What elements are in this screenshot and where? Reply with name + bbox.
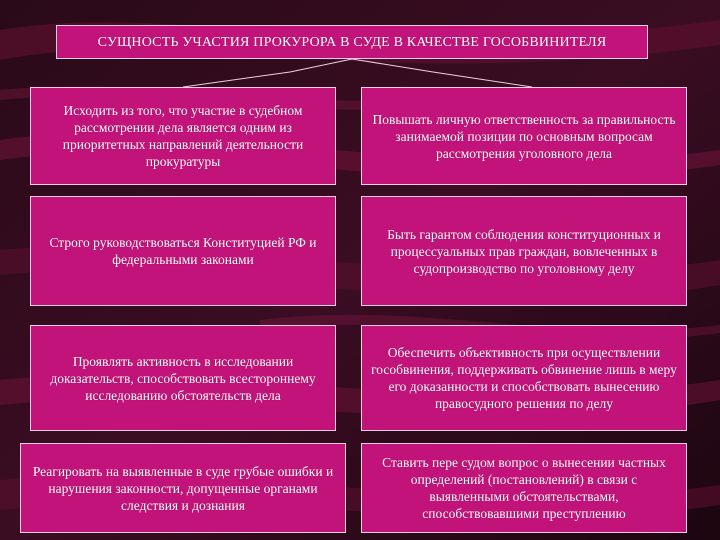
right-box-2-text: Быть гарантом соблюдения конституционных и процессуальных прав граждан, вовлеченных в судопроизводство по уголовному делу — [387, 226, 661, 276]
right-box-4-text: Ставить пере судом вопрос о вынесении частных определений (постановлений) в связи с выявленными обстоятельствами, способствовавшими преступлению — [382, 455, 666, 521]
left-box-2-text: Строго руководствоваться Конституцией РФ и федеральными законами — [49, 235, 317, 267]
left-box-2 — [30, 196, 336, 306]
left-box-3 — [30, 325, 336, 431]
right-box-4 — [361, 443, 687, 533]
diagram-title-text: СУЩНОСТЬ УЧАСТИЯ ПРОКУРОРА В СУДЕ В КАЧЕСТВЕ ГОСОБВИНИТЕЛЯ — [97, 34, 607, 50]
right-box-3 — [361, 325, 687, 431]
right-box-1-text: Повышать личную ответственность за правильность занимаемой позиции по основным вопросам рассмотрения уголовного дела — [372, 111, 676, 161]
left-box-1-text: Исходить из того, что участие в судебном рассмотрении дела является одним из приоритетных направлений деятельности прокуратуры — [62, 103, 304, 169]
right-box-2 — [361, 196, 687, 306]
left-box-1 — [30, 87, 336, 185]
left-box-4 — [20, 443, 346, 533]
diagram-title — [56, 25, 648, 59]
left-box-3-text: Проявлять активность в исследовании доказательств, способствовать всестороннему исследованию обстоятельств дела — [50, 353, 316, 403]
right-box-1 — [361, 87, 687, 185]
left-box-4-text: Реагировать на выявленные в суде грубые ошибки и нарушения законности, допущенные органами следствия и дознания — [32, 463, 334, 513]
right-box-3-text: Обеспечить объективность при осуществлении гособвинения, поддерживать обвинение лишь в меру его доказанности и способствовать вынесению правосудного решения по делу — [371, 345, 677, 411]
